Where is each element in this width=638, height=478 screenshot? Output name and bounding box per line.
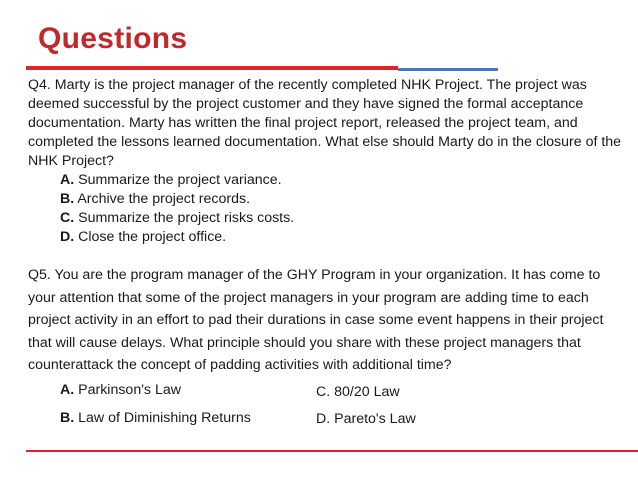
question-4-option-a [28, 171, 626, 190]
question-4-option-b [28, 190, 626, 209]
question-5-option-a [60, 382, 181, 398]
title-underline-red [26, 66, 398, 70]
option-letter: C. [60, 210, 75, 226]
question-5-text: Q5. You are the program manager of the GHY Program in your organization. It has come to your attention that some of the project managers in your program are adding time to each project activity in an effort to pad their durations in case some event happens in their project that will cause delays. What principle should you share with these project managers that counterattack the concept of padding activities with additional time? [28, 267, 604, 374]
option-letter: B. [60, 410, 75, 426]
question-4 [28, 76, 626, 247]
option-text: Archive the project records. [74, 191, 251, 207]
option-letter: A. [60, 172, 75, 188]
option-text: Law of Diminishing Returns [74, 410, 251, 426]
question-4-option-d [28, 228, 626, 247]
option-text: Summarize the project variance. [74, 172, 282, 188]
slide-title: Questions [38, 22, 188, 55]
question-5 [28, 264, 626, 377]
option-letter: A. [60, 382, 75, 398]
option-text: Close the project office. [74, 229, 227, 245]
question-5-option-b [60, 410, 251, 426]
question-5-option-c: C. 80/20 Law [316, 384, 400, 400]
option-letter: D. [60, 229, 75, 245]
question-4-text: Q4. Marty is the project manager of the recently completed NHK Project. The project was deemed successful by the project customer and they have signed the formal acceptance documentation. Marty has written the final project report, released the project team, and completed the lessons learned documentation. What else should Marty do in the closure of the NHK Project? [28, 77, 622, 169]
footer-rule [26, 450, 638, 452]
title-underline-blue [398, 68, 498, 71]
option-text: Parkinson's Law [74, 382, 181, 398]
option-text: Summarize the project risks costs. [74, 210, 295, 226]
option-letter: B. [60, 191, 75, 207]
question-4-option-c [28, 209, 626, 228]
question-5-option-d: D. Pareto's Law [316, 411, 416, 427]
